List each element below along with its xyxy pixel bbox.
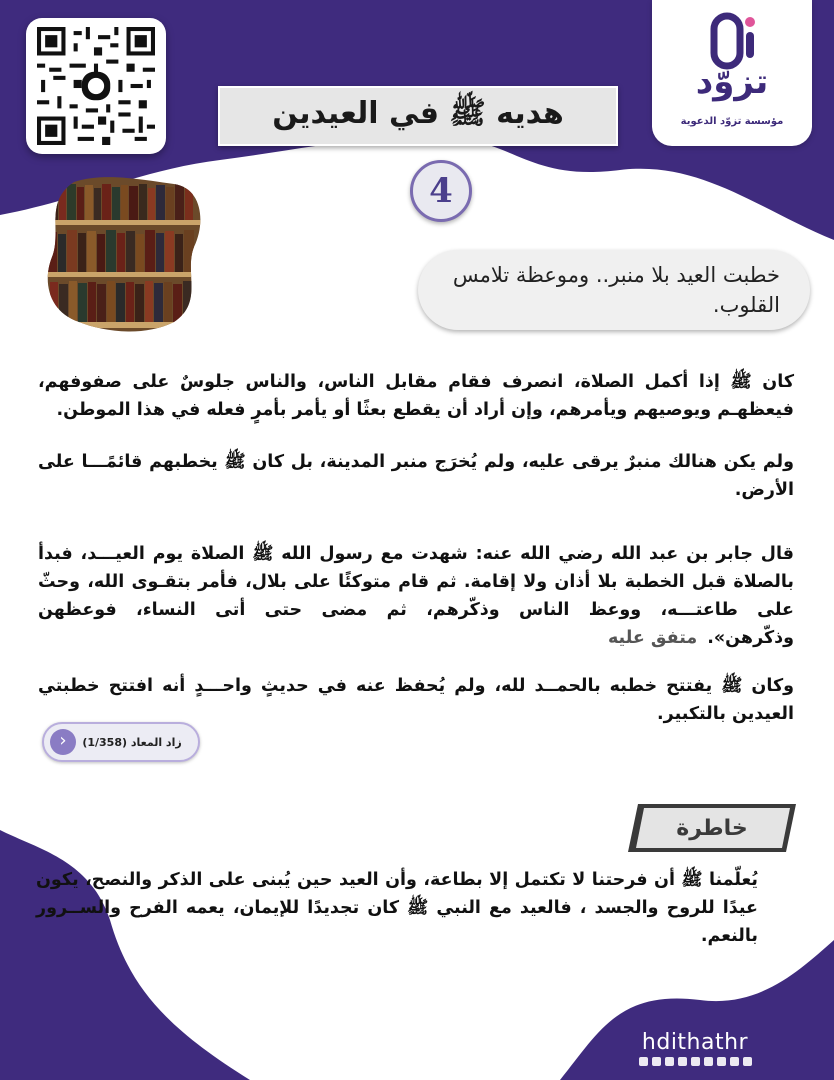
episode-number-badge: [410, 160, 472, 222]
episode-number: 4: [429, 171, 453, 211]
reference-pill[interactable]: [42, 722, 200, 762]
paragraph-3: [38, 540, 794, 652]
chevron-left-icon: ‹: [50, 729, 76, 755]
bookshelf-image: [44, 172, 204, 332]
page-title: هديه ﷺ في العيدين: [272, 95, 564, 131]
instagram-icon[interactable]: [639, 1057, 648, 1066]
footer-social: [620, 1030, 770, 1066]
reflection-banner-label: خاطرة: [676, 815, 748, 841]
paragraph-2: ولم يكن هنالك منبرٌ يرقى عليه، ولم يُخرَج منبر المدينة، بل كان ﷺ يخطبهم قائمًـــا على الأرض.: [38, 452, 794, 500]
qr-code-icon: [37, 27, 155, 145]
paragraph-4: وكان ﷺ يفتتح خطبه بالحمــد لله، ولم يُحفظ عنه في حديثٍ واحـــدٍ أنه افتتح خطبتي العيدين بالتكبير.: [38, 676, 794, 724]
logo-name: تزوّد: [695, 62, 769, 102]
paragraph-1: كان ﷺ إذا أكمل الصلاة، انصرف فقام مقابل الناس، والناس جلوسٌ على صفوفهم، فيعظهـم ويوصيهم ويأمرهم، وإن أراد أن يقطع بعثًا أو يأمر بأمرٍ فعله في هذا الموطن.: [38, 372, 794, 420]
whatsapp-icon[interactable]: [717, 1057, 726, 1066]
title-box: [218, 86, 618, 146]
hadith-source: متفق عليه: [607, 628, 698, 648]
paragraph-3-text: قال جابر بن عبد الله رضي الله عنه: شهدت مع رسول الله ﷺ الصلاة يوم العيـــد، فبدأ بالصلاة قبل الخطبة بلا أذان ولا إقامة. ثم قام متوكئًا على بلال، فأمر بتقـوى الله، وحثّ على طاعتـــه، ووعظ الناس وذكّرهم، ثم مضى حتى أتى النساء، فوعظهن وذكّرهن».: [38, 544, 794, 648]
logo-subtitle: مؤسسة تزوّد الدعوية: [680, 116, 784, 127]
snapchat-icon[interactable]: [652, 1057, 661, 1066]
section-subtitle: خطبت العيد بلا منبر.. وموعظة تلامس القلوب.: [418, 250, 810, 330]
social-handle[interactable]: hdithathr: [641, 1030, 749, 1055]
logo-card: [652, 0, 812, 146]
tiktok-icon[interactable]: [743, 1057, 752, 1066]
qr-code[interactable]: [26, 18, 166, 154]
facebook-icon[interactable]: [704, 1057, 713, 1066]
youtube-icon[interactable]: [665, 1057, 674, 1066]
twitter-icon[interactable]: [691, 1057, 700, 1066]
threads-icon[interactable]: [730, 1057, 739, 1066]
reflection-paragraph: يُعلّمنا ﷺ أن فرحتنا لا تكتمل إلا بطاعة، وأن العيد حين يُبنى على الذكر والنصح، يكون عيدًا للروح والجسد ، فالعيد مع النبي ﷺ كان تجديدًا للإيمان، يعمه الفرح والســرور بالنعم.: [36, 870, 758, 946]
telegram-icon[interactable]: [678, 1057, 687, 1066]
social-icons-row: [620, 1057, 770, 1066]
reference-text: زاد المعاد (1/358): [82, 735, 182, 749]
